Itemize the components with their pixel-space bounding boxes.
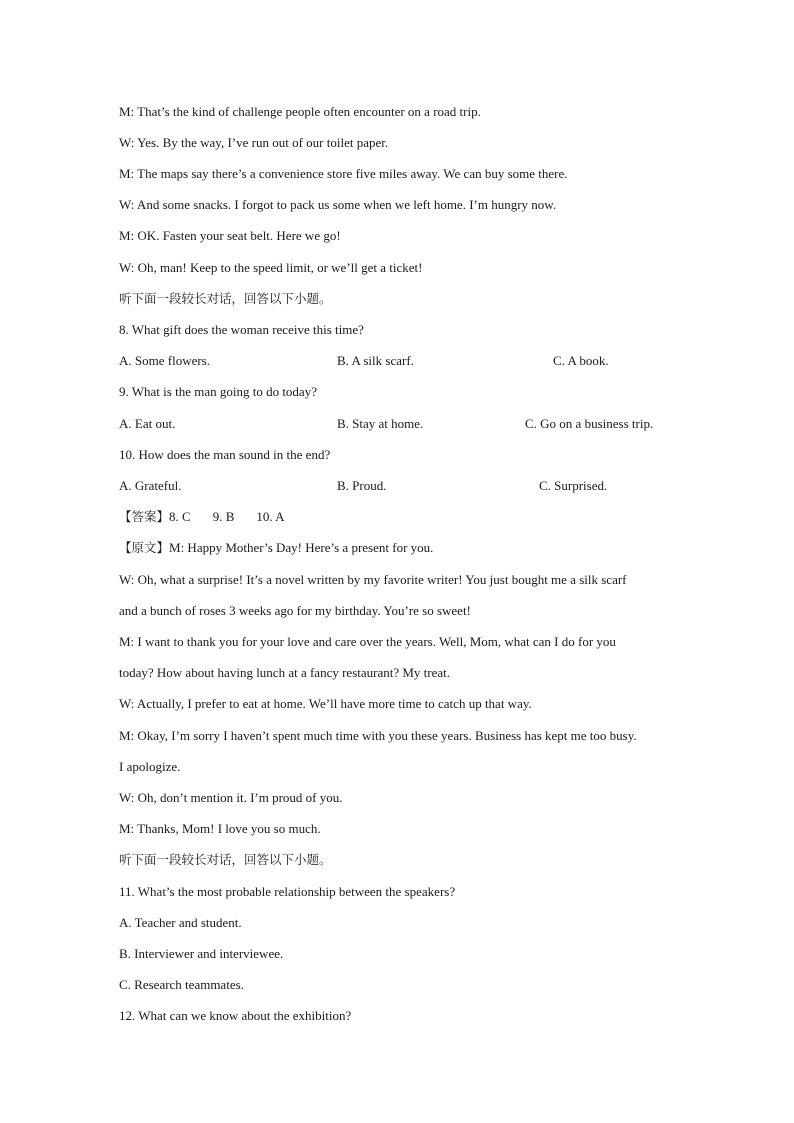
transcript-line: [119, 539, 679, 557]
transcript-line: today? How about having lunch at a fancy restaurant? My treat.: [119, 665, 451, 680]
transcript-line: W: Actually, I prefer to eat at home. We’ll have more time to catch up that way.: [119, 696, 532, 711]
option-b: B. A silk scarf.: [337, 353, 414, 368]
dialogue-line: W: Yes. By the way, I’ve run out of our toilet paper.: [119, 135, 389, 150]
dialogue-line: W: Oh, man! Keep to the speed limit, or we’ll get a ticket!: [119, 260, 423, 275]
section-instruction: 听下面一段较长对话，回答以下小题。: [119, 852, 332, 867]
transcript-line: W: Oh, don’t mention it. I’m proud of you.: [119, 790, 343, 805]
option-c: C. Surprised.: [539, 478, 608, 493]
transcript-line: I apologize.: [119, 759, 181, 774]
transcript-line: M: Okay, I’m sorry I haven’t spent much time with you these years. Business has kept me too busy.: [119, 728, 637, 743]
option-a: A. Teacher and student.: [119, 915, 242, 930]
option-a: A. Eat out.: [119, 416, 176, 431]
transcript-label: 【原文】: [119, 540, 170, 555]
transcript-line: W: Oh, what a surprise! It’s a novel written by my favorite writer! You just bought me a silk scarf: [119, 572, 627, 587]
dialogue-line: M: That’s the kind of challenge people often encounter on a road trip.: [119, 104, 481, 119]
transcript-line: M: I want to thank you for your love and care over the years. Well, Mom, what can I do for you: [119, 634, 616, 649]
answer-key: [119, 508, 679, 526]
answer-label: 【答案】: [119, 509, 170, 524]
section-instruction: 听下面一段较长对话，回答以下小题。: [119, 291, 332, 306]
option-c: C. Research teammates.: [119, 977, 244, 992]
dialogue-line: M: The maps say there’s a convenience store five miles away. We can buy some there.: [119, 166, 568, 181]
option-c: C. Go on a business trip.: [525, 416, 654, 431]
dialogue-line: W: And some snacks. I forgot to pack us some when we left home. I’m hungry now.: [119, 197, 557, 212]
question-9: 9. What is the man going to do today?: [119, 384, 317, 399]
option-b: B. Interviewer and interviewee.: [119, 946, 284, 961]
transcript-line: M: Thanks, Mom! I love you so much.: [119, 821, 321, 836]
question-11: 11. What’s the most probable relationship between the speakers?: [119, 884, 456, 899]
answer-9: 9. B: [212, 509, 235, 524]
answer-8: 8. C: [169, 509, 191, 524]
question-12: 12. What can we know about the exhibition?: [119, 1008, 352, 1023]
question-10: 10. How does the man sound in the end?: [119, 447, 331, 462]
option-b: B. Stay at home.: [337, 416, 424, 431]
transcript-text: M: Happy Mother’s Day! Here’s a present for you.: [169, 540, 434, 555]
option-c: C. A book.: [553, 353, 609, 368]
question-8: 8. What gift does the woman receive this time?: [119, 322, 364, 337]
transcript-line: and a bunch of roses 3 weeks ago for my birthday. You’re so sweet!: [119, 603, 471, 618]
option-b: B. Proud.: [337, 478, 387, 493]
dialogue-line: M: OK. Fasten your seat belt. Here we go!: [119, 228, 341, 243]
answer-10: 10. A: [256, 509, 285, 524]
option-a: A. Grateful.: [119, 478, 182, 493]
option-a: A. Some flowers.: [119, 353, 210, 368]
